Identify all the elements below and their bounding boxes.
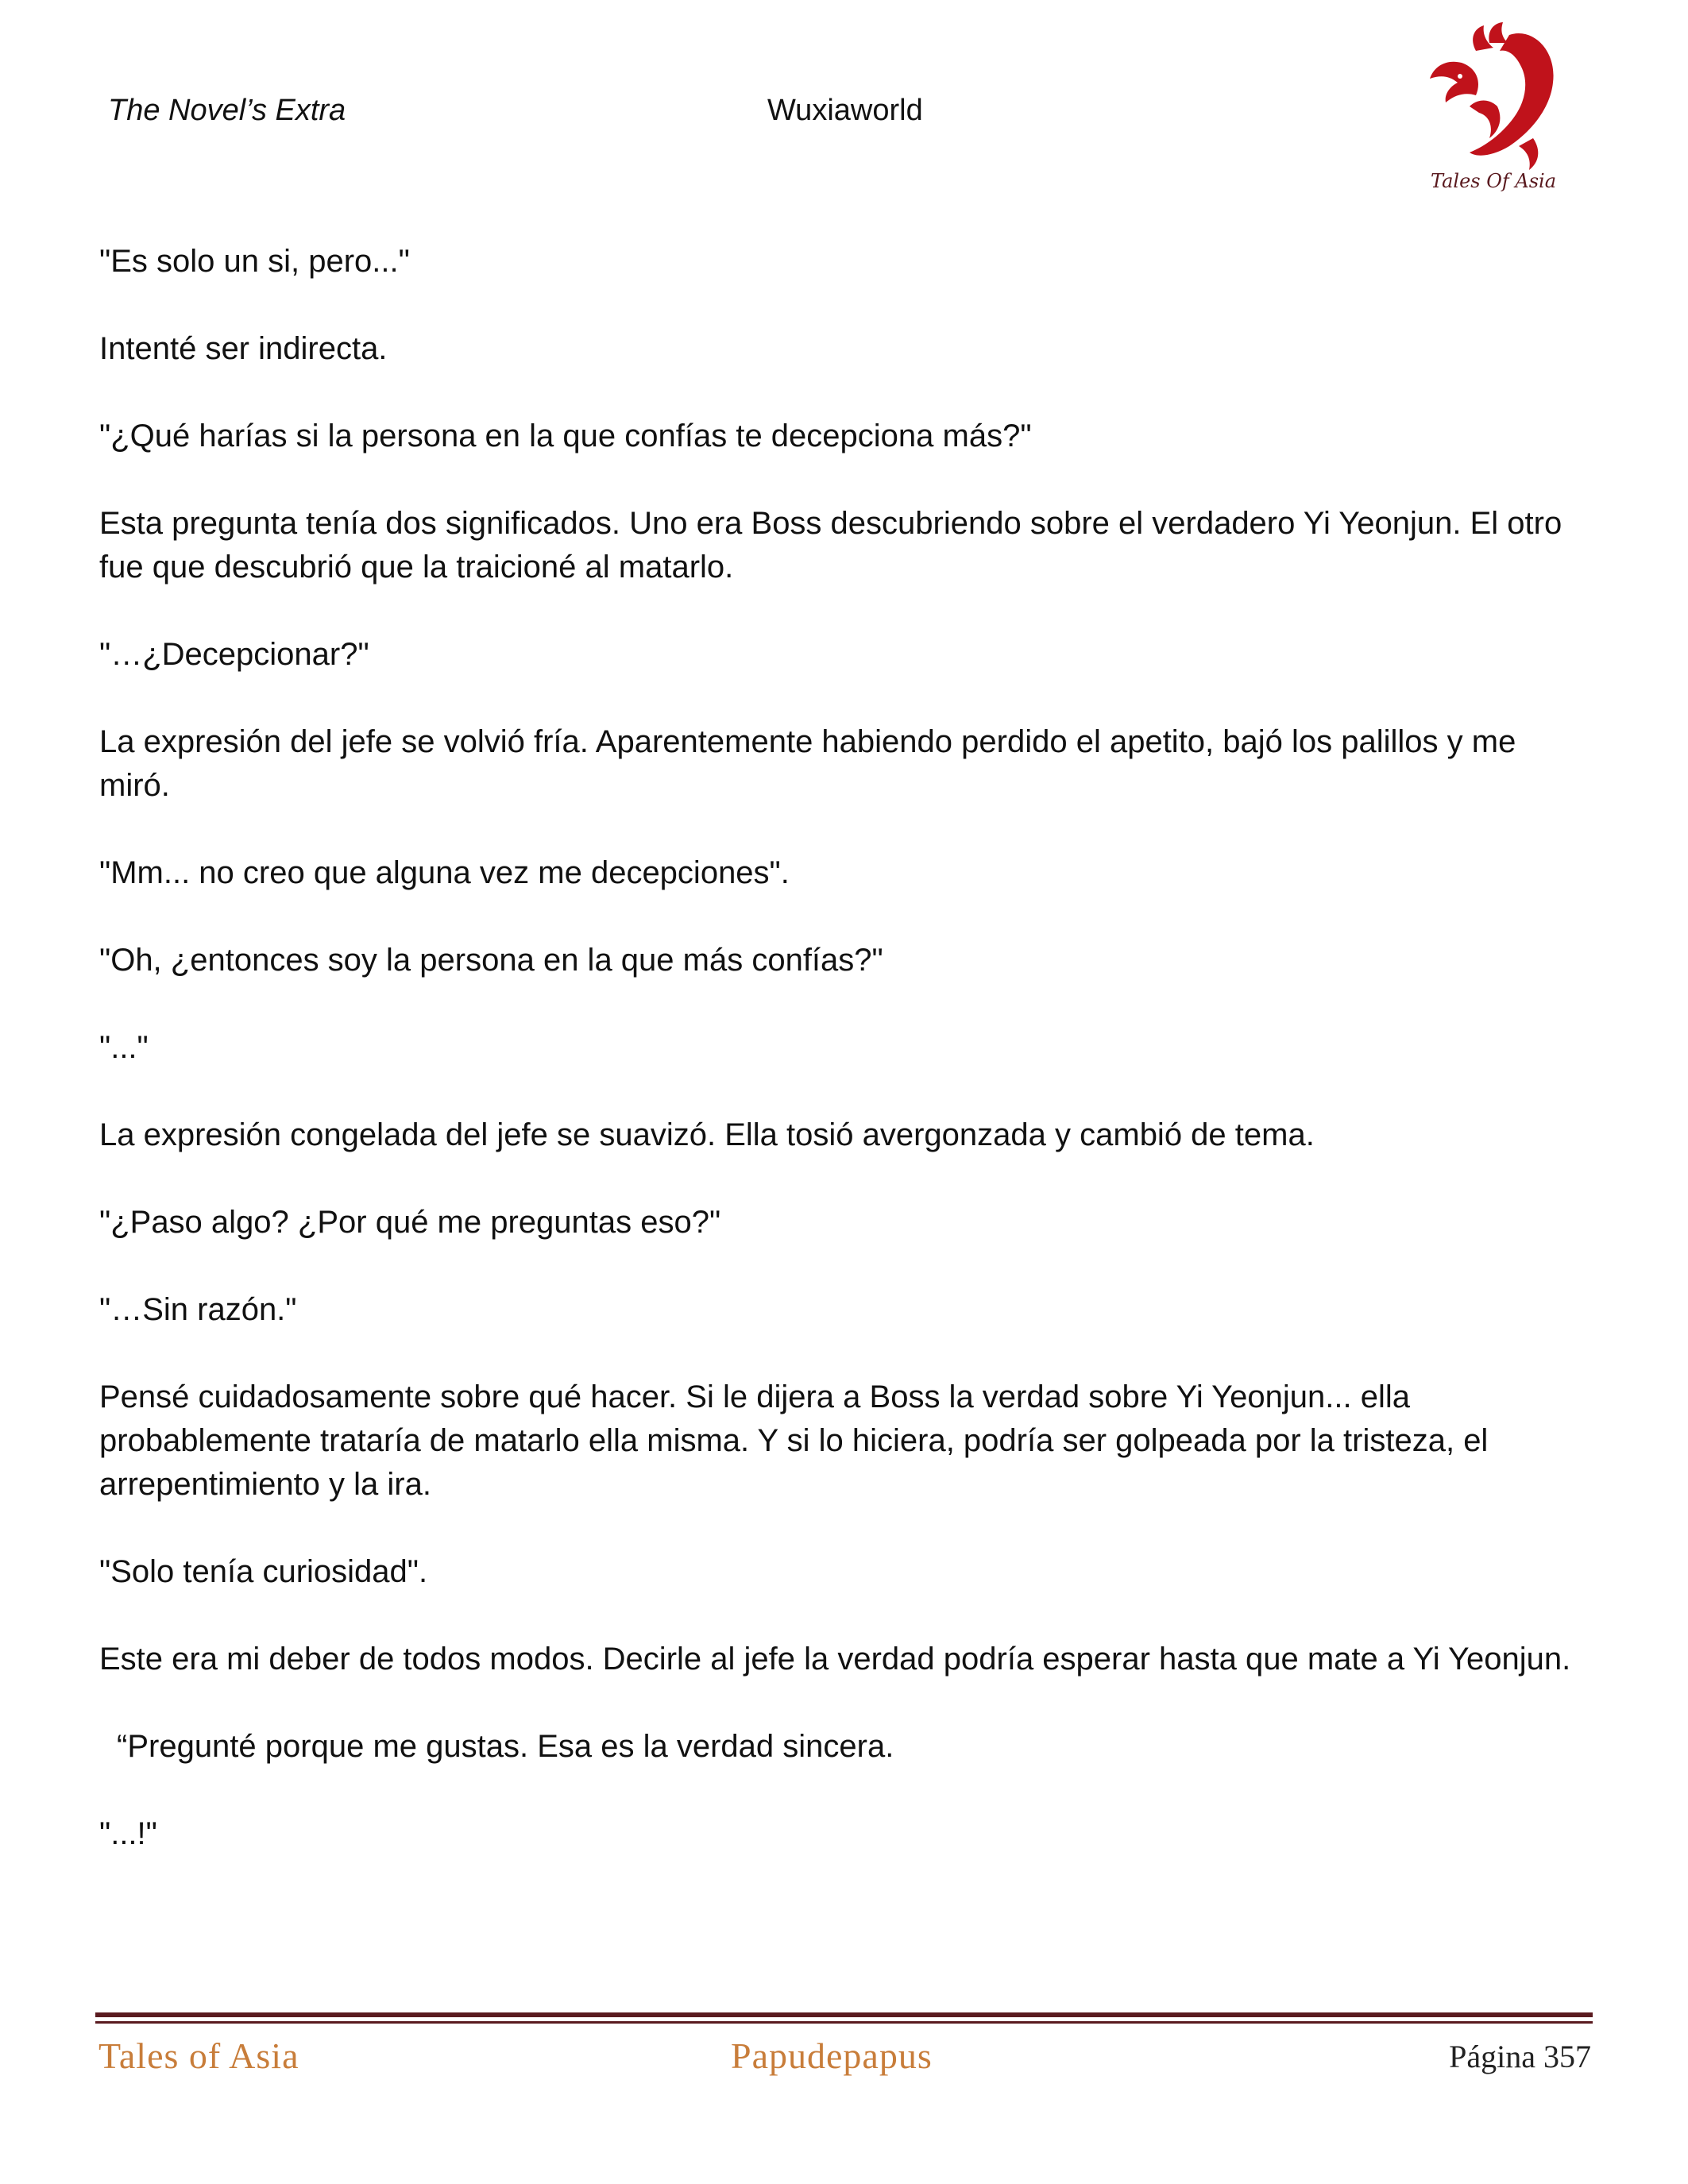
paragraph: "Es solo un si, pero..."	[99, 244, 410, 279]
paragraph: “Pregunté porque me gustas. Esa es la verdad sincera.	[117, 1729, 894, 1764]
footer-rule	[95, 2012, 1593, 2017]
paragraph: La expresión del jefe se volvió fría. Aparentemente habiendo perdido el apetito, bajó los palillos y me miró.	[99, 724, 1516, 803]
page-number: Página 357	[1449, 2039, 1591, 2074]
book-title: The Novel’s Extra	[108, 94, 346, 127]
paragraph: "Mm... no creo que alguna vez me decepciones".	[99, 855, 790, 890]
paragraph: "¿Qué harías si la persona en la que confías te decepciona más?"	[99, 419, 1032, 453]
paragraph: Intenté ser indirecta.	[99, 331, 388, 366]
paragraph: "..."	[99, 1030, 149, 1065]
paragraph: La expresión congelada del jefe se suavizó. Ella tosió avergonzada y cambió de tema.	[99, 1117, 1315, 1152]
footer-rule-thin	[95, 2021, 1593, 2024]
paragraph: "¿Paso algo? ¿Por qué me preguntas eso?"	[99, 1205, 721, 1240]
paragraph: "...!"	[99, 1816, 157, 1851]
dragon-logo-icon	[1414, 19, 1573, 194]
paragraph: Pensé cuidadosamente sobre qué hacer. Si le dijera a Boss la verdad sobre Yi Yeonjun... ella probablemente trataría de matarlo ella misma. Y si lo hiciera, podría ser golpeada por la tristeza, el arrepentimiento y la ira.	[99, 1379, 1489, 1502]
chapter-body	[99, 240, 1593, 1900]
paragraph: Este era mi deber de todos modos. Decirle al jefe la verdad podría esperar hasta que mate a Yi Yeonjun.	[99, 1642, 1571, 1677]
footer-translator: Papudepapus	[731, 2035, 933, 2076]
logo-text: Tales Of Asia	[1430, 170, 1557, 192]
paragraph: "Oh, ¿entonces soy la persona en la que más confías?"	[99, 943, 883, 978]
paragraph: "Solo tenía curiosidad".	[99, 1554, 428, 1589]
paragraph: Esta pregunta tenía dos significados. Uno era Boss descubriendo sobre el verdadero Yi Yeonjun. El otro fue que descubrió que la traicioné al matarlo.	[99, 506, 1562, 585]
footer-site-name: Tales of Asia	[98, 2035, 299, 2076]
site-name: Wuxiaworld	[767, 94, 923, 127]
paragraph: "…¿Decepcionar?"	[99, 637, 369, 672]
paragraph: "…Sin razón."	[99, 1292, 297, 1327]
